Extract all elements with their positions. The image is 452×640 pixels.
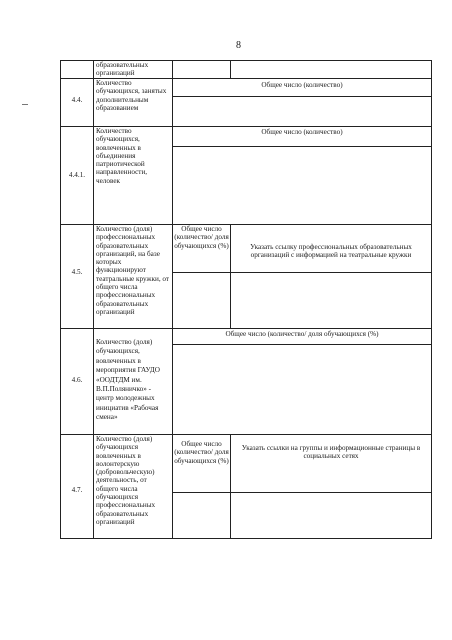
page-number: 8 — [236, 40, 241, 51]
indicator-number: 4.5. — [71, 268, 83, 276]
column-header-right: Указать ссылку профессиональных образовательных организаций с информацией на театральные кружки — [250, 243, 412, 260]
indicator-number: 4.7. — [71, 486, 83, 494]
indicator-number: 4.4.1. — [68, 171, 86, 179]
indicator-label: Количество (доля) профессиональных образовательных организаций, на базе которых функционируют театральные кружки, от общего числа профессиональных образовательных организаций — [96, 225, 170, 316]
col-border — [93, 60, 94, 538]
column-header: Общее число (количество) — [261, 81, 343, 89]
inner-border — [172, 96, 432, 97]
col-border — [230, 224, 231, 328]
indicator-number: 4.6. — [71, 376, 83, 384]
col-border — [230, 434, 231, 538]
row-border — [60, 538, 432, 539]
indicator-number: 4.4. — [71, 96, 83, 104]
indicators-table — [60, 60, 432, 538]
indicator-label: Количество (доля) обучающихся, вовлеченных в мероприятия ГАУДО «ООДТДМ им. В.П.Поляничко» - центр молодежных инициатив «Рабочая смена» — [96, 338, 160, 422]
inner-border — [172, 492, 432, 493]
col-border — [230, 60, 231, 78]
inner-border — [172, 344, 432, 345]
inner-border — [172, 272, 432, 273]
indicator-label: Количество обучающихся, занятых дополнительным образованием — [96, 79, 167, 112]
col-border — [431, 60, 432, 538]
column-header-right: Указать ссылки на группы и информационные страницы в социальных сетях — [241, 444, 421, 461]
col-border — [60, 60, 61, 538]
margin-mark — [22, 104, 28, 105]
column-header: Общее число (количество) — [261, 128, 343, 136]
inner-border — [172, 146, 432, 147]
indicator-label: Количество (доля) обучающихся вовлеченных в волонтерскую (добровольческую) деятельность, от общего числа обучающихся профессиональных образовательных организаций — [96, 435, 156, 526]
indicator-label: Количество обучающихся, вовлеченных в объединения патриотической направленности, человек — [96, 127, 148, 185]
indicator-label: образовательных организаций — [96, 61, 149, 78]
column-header: Общее число (количество/ доля обучающихся (%) — [225, 330, 379, 338]
column-header-left: Общее число (количество/ доля обучающихся (%) — [174, 440, 229, 465]
column-header-left: Общее число (количество/ доля обучающихся (%) — [174, 225, 229, 250]
row-border — [60, 328, 432, 329]
